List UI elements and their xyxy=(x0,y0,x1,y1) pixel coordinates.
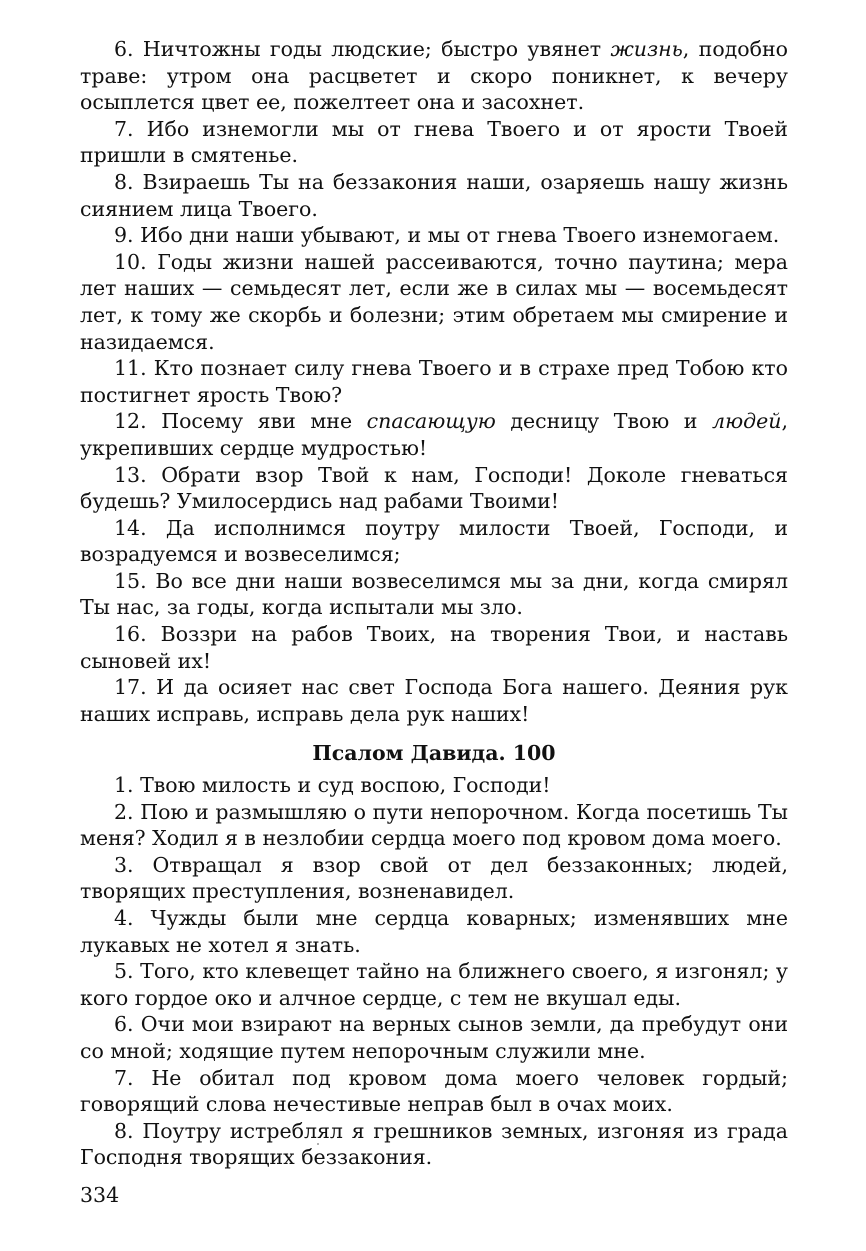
verse-text: Да исполнимся поутру милости Твоей, Господи, и возрадуемся и возвеселимся; xyxy=(80,515,788,567)
verse-text: Ничтожны годы людские; быстро увянет xyxy=(142,37,611,61)
verse xyxy=(80,772,788,799)
verse-text: Во все дни наши возвеселимся мы за дни, когда смирял Ты нас, за годы, когда испытали мы зло. xyxy=(80,568,788,620)
verse xyxy=(80,674,788,727)
verse xyxy=(80,116,788,169)
verse-number: 12. xyxy=(114,409,147,434)
verse-text: Твою милость и суд воспою, Господи! xyxy=(140,773,551,798)
verse-number: 4. xyxy=(114,906,134,930)
verse-number: 14. xyxy=(114,515,147,540)
verse-text: Пою и размышляю о пути непорочном. Когда посетишь Ты меня? Ходил я в незлобии сердца моего под кровом дома моего. xyxy=(80,799,788,851)
verse xyxy=(80,905,788,958)
verse xyxy=(80,515,788,568)
verse-number: 17. xyxy=(114,675,147,700)
verse-number: 1. xyxy=(114,773,134,798)
verse xyxy=(80,1011,788,1064)
verse xyxy=(80,1065,788,1118)
verse-text: Отвращал я взор свой от дел беззаконных; людей, творящих преступления, возненавидел. xyxy=(80,852,788,904)
verse-number: 8. xyxy=(114,169,134,194)
page-number: 334 xyxy=(80,1183,120,1207)
verse-number: 8. xyxy=(114,1118,134,1143)
verse-text: Посему яви мне xyxy=(161,409,367,434)
verse-text: Поутру истреблял я грешников земных, изгоняя из града Господня творящих беззакония. xyxy=(80,1118,788,1170)
verse xyxy=(80,621,788,674)
verse-text: , укрепивших сердце мудростью! xyxy=(80,409,788,460)
verse-number: 3. xyxy=(114,852,134,877)
verse xyxy=(80,222,788,249)
verse-text: Ибо дни наши убывают, и мы от гнева Твоего изнемогаем. xyxy=(140,223,780,248)
verse-number: 5. xyxy=(114,959,134,984)
verse-text: Чужды были мне сердца коварных; изменявших мне лукавых не хотел я знать. xyxy=(80,906,788,957)
verse-number: 10. xyxy=(114,249,147,274)
verse-text: Ибо изнемогли мы от гнева Твоего и от ярости Твоей пришли в смятенье. xyxy=(80,116,788,168)
verse xyxy=(80,355,788,408)
print-speck xyxy=(317,1143,319,1145)
verse-text: Годы жизни нашей рассеиваются, точно паутина; мера лет наших — семьдесят лет, если же в силах мы — восемьдесят лет, к тому же скорбь и болезни; этим обретаем мы смирение и назидаемся. xyxy=(80,249,788,354)
verse-text-italic: жизнь xyxy=(610,37,683,61)
psalm-100-verses xyxy=(80,772,788,1171)
verse-number: 11. xyxy=(114,356,147,381)
verse-number: 6. xyxy=(114,37,134,61)
verse-text: Очи мои взирают на верных сынов земли, да пребудут они со мной; ходящие путем непорочным служили мне. xyxy=(80,1012,788,1063)
psalm-99-verses xyxy=(80,36,788,727)
verse xyxy=(80,169,788,222)
page-text xyxy=(80,36,788,1171)
verse-text: И да осияет нас свет Господа Бога нашего. Деяния рук наших исправь, исправь дела рук наших! xyxy=(80,675,788,726)
verse-number: 7. xyxy=(114,1065,134,1090)
verse-text-italic: людей xyxy=(712,409,782,434)
verse-text: Кто познает силу гнева Твоего и в страхе пред Тобою кто постигнет ярость Твою? xyxy=(80,356,788,407)
verse-number: 9. xyxy=(114,223,134,248)
verse-text: , подобно траве: утром она расцветет и скоро поникнет, к вечеру осыплется цвет ее, пожелтеет она и засохнет. xyxy=(80,37,788,115)
verse-text-italic: спасающую xyxy=(366,409,496,434)
verse xyxy=(80,852,788,905)
verse-text: Не обитал под кровом дома моего человек гордый; говорящий слова нечестивые неправ был в очах моих. xyxy=(80,1065,788,1117)
verse xyxy=(80,408,788,461)
verse xyxy=(80,36,788,116)
verse-number: 6. xyxy=(114,1012,134,1037)
verse-number: 15. xyxy=(114,568,147,593)
verse-text: Того, кто клевещет тайно на ближнего своего, я изгонял; у кого гордое око и алчное сердце, с тем не вкушал еды. xyxy=(80,959,788,1010)
verse-number: 2. xyxy=(114,799,134,824)
verse xyxy=(80,249,788,355)
verse-text: десницу Твою и xyxy=(495,409,713,434)
verse-number: 7. xyxy=(114,116,134,141)
verse-text: Взираешь Ты на беззакония наши, озаряешь нашу жизнь сиянием лица Твоего. xyxy=(80,169,788,221)
verse xyxy=(80,462,788,515)
verse-text: Обрати взор Твой к нам, Господи! Доколе гневаться будешь? Умилосердись над рабами Твоими! xyxy=(80,462,788,514)
verse xyxy=(80,799,788,852)
verse xyxy=(80,958,788,1011)
verse-number: 16. xyxy=(114,622,147,647)
verse-number: 13. xyxy=(114,462,147,487)
psalm-heading: Псалом Давида. 100 xyxy=(312,741,556,766)
verse-text: Воззри на рабов Твоих, на творения Твои, и наставь сыновей их! xyxy=(80,622,788,673)
verse xyxy=(80,568,788,621)
verse xyxy=(80,1118,788,1171)
